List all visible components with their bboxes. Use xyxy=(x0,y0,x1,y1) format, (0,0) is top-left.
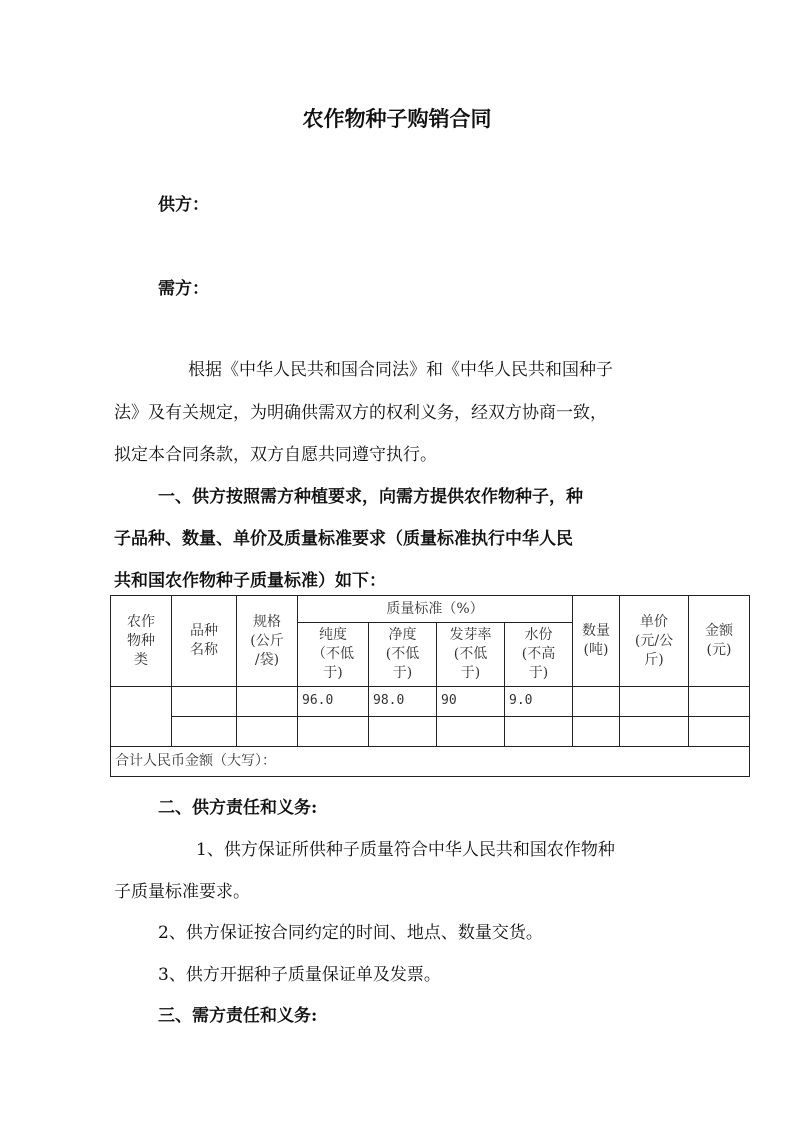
cell-cleanliness xyxy=(369,717,437,747)
cell-variety xyxy=(172,687,237,717)
cell-quantity xyxy=(573,687,620,717)
cell-germination: 90 xyxy=(437,687,505,717)
section2-title: 二、供方责任和义务: xyxy=(158,798,318,818)
cell-crop-type xyxy=(111,687,172,747)
intro-line-2: 法》及有关规定，为明确供需双方的权利义务，经双方协商一致， xyxy=(114,403,607,423)
cell-moisture xyxy=(505,717,573,747)
section1-line-1: 一、供方按照需方种植要求，向需方提供农作物种子，种 xyxy=(158,487,583,507)
seed-goods-table xyxy=(110,595,750,777)
cell-purity: 96.0 xyxy=(298,687,369,717)
header-unit-price: 单价 (元/公 斤) xyxy=(620,596,689,687)
table-row xyxy=(111,717,750,747)
header-crop-type: 农作 物种 类 xyxy=(111,596,172,687)
header-amount: 金额 (元) xyxy=(689,596,750,687)
contract-title: 农作物种子购销合同 xyxy=(302,106,492,131)
section2-item-1-line-1: 1、供方保证所供种子质量符合中华人民共和国农作物种 xyxy=(196,840,615,860)
cell-spec xyxy=(237,687,298,717)
cell-amount xyxy=(689,687,750,717)
cell-purity xyxy=(298,717,369,747)
section3-title: 三、需方责任和义务: xyxy=(158,1006,318,1026)
section1-line-3: 共和国农作物种子质量标准）如下： xyxy=(114,571,386,591)
header-quality-standard: 质量标准（%） xyxy=(298,596,573,623)
total-amount-row: 合计人民币金额（大写）： xyxy=(111,747,750,777)
header-spec: 规格 (公斤 /袋) xyxy=(237,596,298,687)
intro-line-3: 拟定本合同条款，双方自愿共同遵守执行。 xyxy=(114,445,437,465)
header-moisture: 水份 (不高 于) xyxy=(505,623,573,687)
header-purity: 纯度 （不低 于) xyxy=(298,623,369,687)
section2-item-3: 3、供方开据种子质量保证单及发票。 xyxy=(158,965,441,985)
cell-unit-price xyxy=(620,687,689,717)
section2-item-1-line-2: 子质量标准要求。 xyxy=(114,882,250,902)
header-quantity: 数量 (吨) xyxy=(573,596,620,687)
buyer-label: 需方： xyxy=(158,279,209,299)
cell-amount xyxy=(689,717,750,747)
intro-line-1: 根据《中华人民共和国合同法》和《中华人民共和国种子 xyxy=(188,360,613,380)
section2-item-2: 2、供方保证按合同约定的时间、地点、数量交货。 xyxy=(158,923,543,943)
cell-cleanliness: 98.0 xyxy=(369,687,437,717)
table-row xyxy=(111,687,750,717)
cell-unit-price xyxy=(620,717,689,747)
cell-spec xyxy=(237,717,298,747)
cell-variety xyxy=(172,717,237,747)
cell-germination xyxy=(437,717,505,747)
supplier-label: 供方： xyxy=(158,195,209,215)
header-variety: 品种 名称 xyxy=(172,596,237,687)
header-germination: 发芽率 (不低 于) xyxy=(437,623,505,687)
cell-moisture: 9.0 xyxy=(505,687,573,717)
cell-quantity xyxy=(573,717,620,747)
section1-line-2: 子品种、数量、单价及质量标准要求（质量标准执行中华人民 xyxy=(114,529,573,549)
header-cleanliness: 净度 (不低 于) xyxy=(369,623,437,687)
